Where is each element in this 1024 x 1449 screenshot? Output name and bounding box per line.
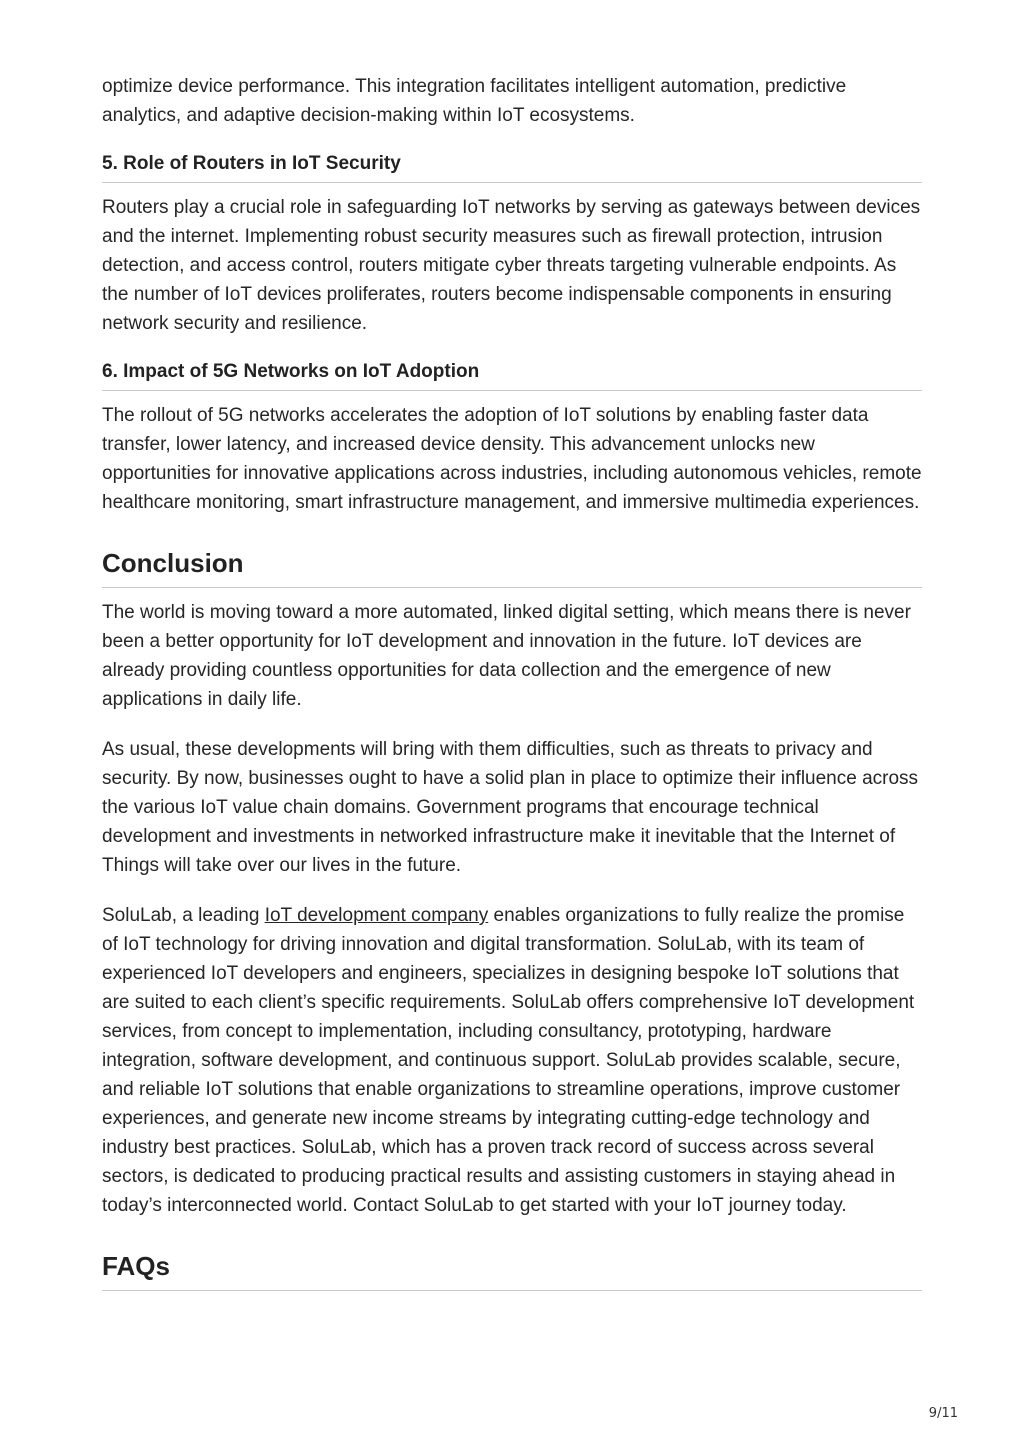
section-5-body: Routers play a crucial role in safeguarding IoT networks by serving as gateways between devices and the internet. Implementing robust security measures such as firewall protection, intrusion detection, and access control, routers mitigate cyber threats targeting vulnerable endpoints. As the number of IoT devices proliferates, routers become indispensable components in ensuring network security and resilience. (102, 197, 921, 334)
conclusion-paragraph-1: The world is moving toward a more automated, linked digital setting, which means there is never been a better opportunity for IoT development and innovation in the future. IoT devices are already providing countless opportunities for data collection and the emergence of new applications in daily life. (102, 602, 911, 710)
faqs-heading: FAQs (102, 1250, 922, 1291)
paragraph-3-body-text: enables organizations to fully realize the promise of IoT technology for driving innovation and digital transformation. SoluLab, with its team of experienced IoT developers and engineers, specializes in designing bespoke IoT solutions that are suited to each client’s specific requirements. SoluLab offers comprehensive IoT development services, from concept to implementation, including consultancy, prototyping, hardware integration, software development, and continuous support. SoluLab provides scalable, secure, and reliable IoT solutions that enable organizations to streamline operations, improve customer experiences, and generate new income streams by integrating cutting-edge technology and industry best practices. SoluLab, which has a proven track record of success across several sectors, is dedicated to producing practical results and assisting customers in staying ahead in today’s interconnected world. Contact SoluLab to get started with your IoT journey today. (102, 905, 915, 1216)
page-number: 9/11 (928, 1406, 958, 1421)
section-5-heading: 5. Role of Routers in IoT Security (102, 151, 922, 183)
section-6-body: The rollout of 5G networks accelerates the adoption of IoT solutions by enabling faster data transfer, lower latency, and increased device density. This advancement unlocks new opportunities for innovative applications across industries, including autonomous vehicles, remote healthcare monitoring, smart infrastructure management, and immersive multimedia experiences. (102, 405, 922, 513)
intro-paragraph: optimize device performance. This integration facilitates intelligent automation, predictive analytics, and adaptive decision-making within IoT ecosystems. (102, 76, 847, 126)
iot-development-company-link[interactable]: IoT development company (264, 905, 489, 926)
paragraph-3-lead-text: SoluLab, a leading (102, 905, 265, 926)
document-page (102, 72, 922, 1301)
section-6-heading: 6. Impact of 5G Networks on IoT Adoption (102, 359, 922, 391)
conclusion-paragraph-2: As usual, these developments will bring with them difficulties, such as threats to privacy and security. By now, businesses ought to have a solid plan in place to optimize their influence across the various IoT value chain domains. Government programs that encourage technical development and investments in networked infrastructure make it inevitable that the Internet of Things will take over our lives in the future. (102, 739, 919, 876)
conclusion-paragraph-3 (102, 901, 922, 1220)
conclusion-heading: Conclusion (102, 547, 922, 588)
